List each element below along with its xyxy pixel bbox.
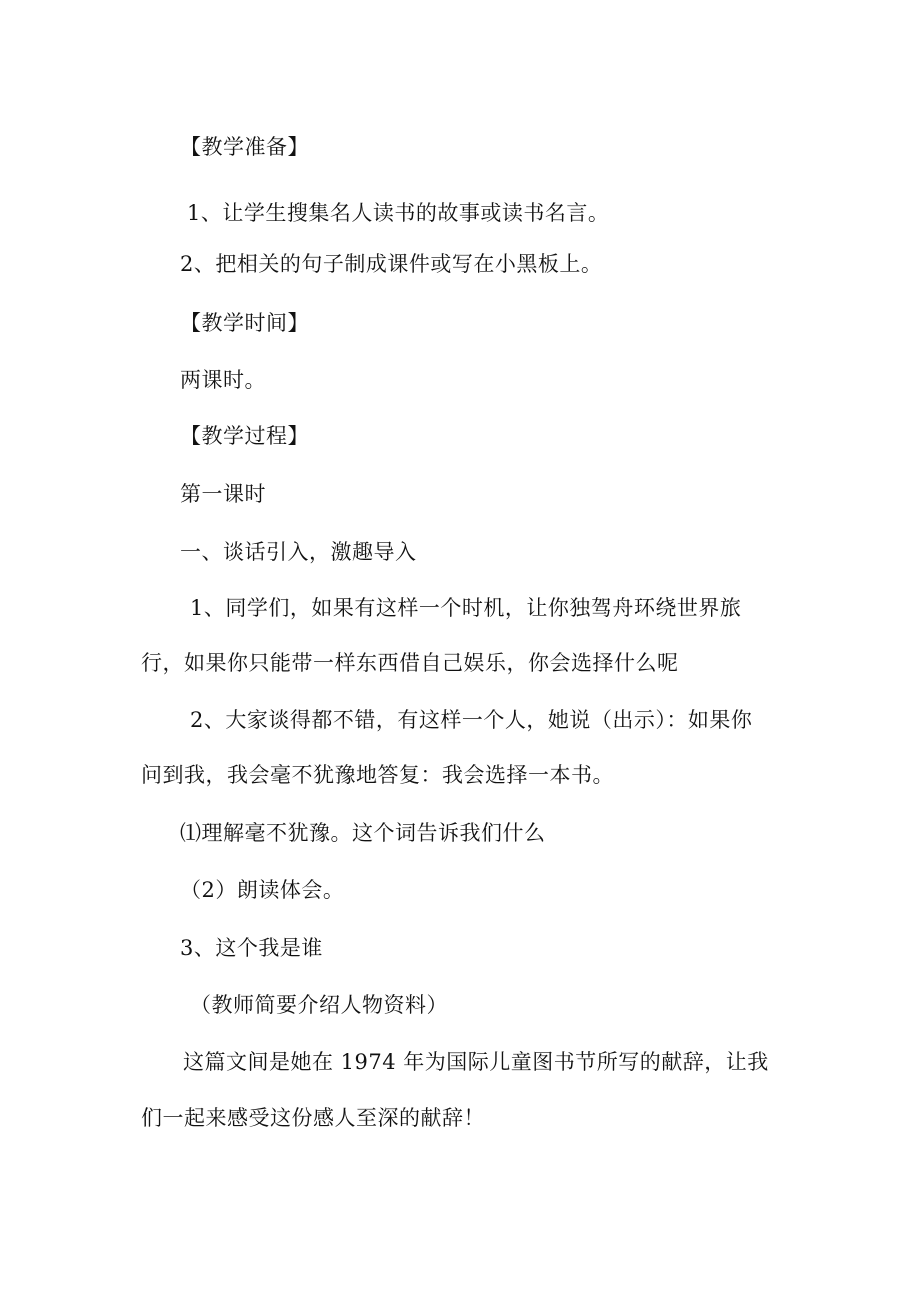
sub-item-2: （2）朗读体会。 xyxy=(180,878,345,902)
lesson-title: 第一课时 xyxy=(180,482,266,506)
part-one-title: 一、谈话引入，激趣导入 xyxy=(180,540,417,564)
teacher-note: （教师简要介绍人物资料） xyxy=(190,993,448,1017)
section-prep-heading: 【教学准备】 xyxy=(180,135,309,159)
sub-item-1: ⑴理解毫不犹豫。这个词告诉我们什么 xyxy=(180,821,546,845)
prep-item-1: 1、让学生搜集名人读书的故事或读书名言。 xyxy=(187,201,610,225)
step2-line2: 问到我，我会毫不犹豫地答复：我会选择一本书。 xyxy=(141,763,614,787)
step2-line1: 2、大家谈得都不错，有这样一个人，她说（出示）：如果你 xyxy=(190,708,753,732)
section-process-heading: 【教学过程】 xyxy=(180,424,309,448)
step1-line2: 行，如果你只能带一样东西借自己娱乐，你会选择什么呢 xyxy=(141,651,679,675)
step1-line1: 1、同学们，如果有这样一个时机，让你独驾舟环绕世界旅 xyxy=(190,596,742,620)
paragraph-line1: 这篇文间是她在 1974 年为国际儿童图书节所写的献辞，让我 xyxy=(183,1050,769,1074)
step-3: 3、这个我是谁 xyxy=(180,936,323,960)
prep-item-2: 2、把相关的句子制成课件或写在小黑板上。 xyxy=(180,252,603,276)
section-time-heading: 【教学时间】 xyxy=(180,311,309,335)
paragraph-line2: 们一起来感受这份感人至深的献辞！ xyxy=(141,1106,485,1130)
time-text: 两课时。 xyxy=(180,368,266,392)
